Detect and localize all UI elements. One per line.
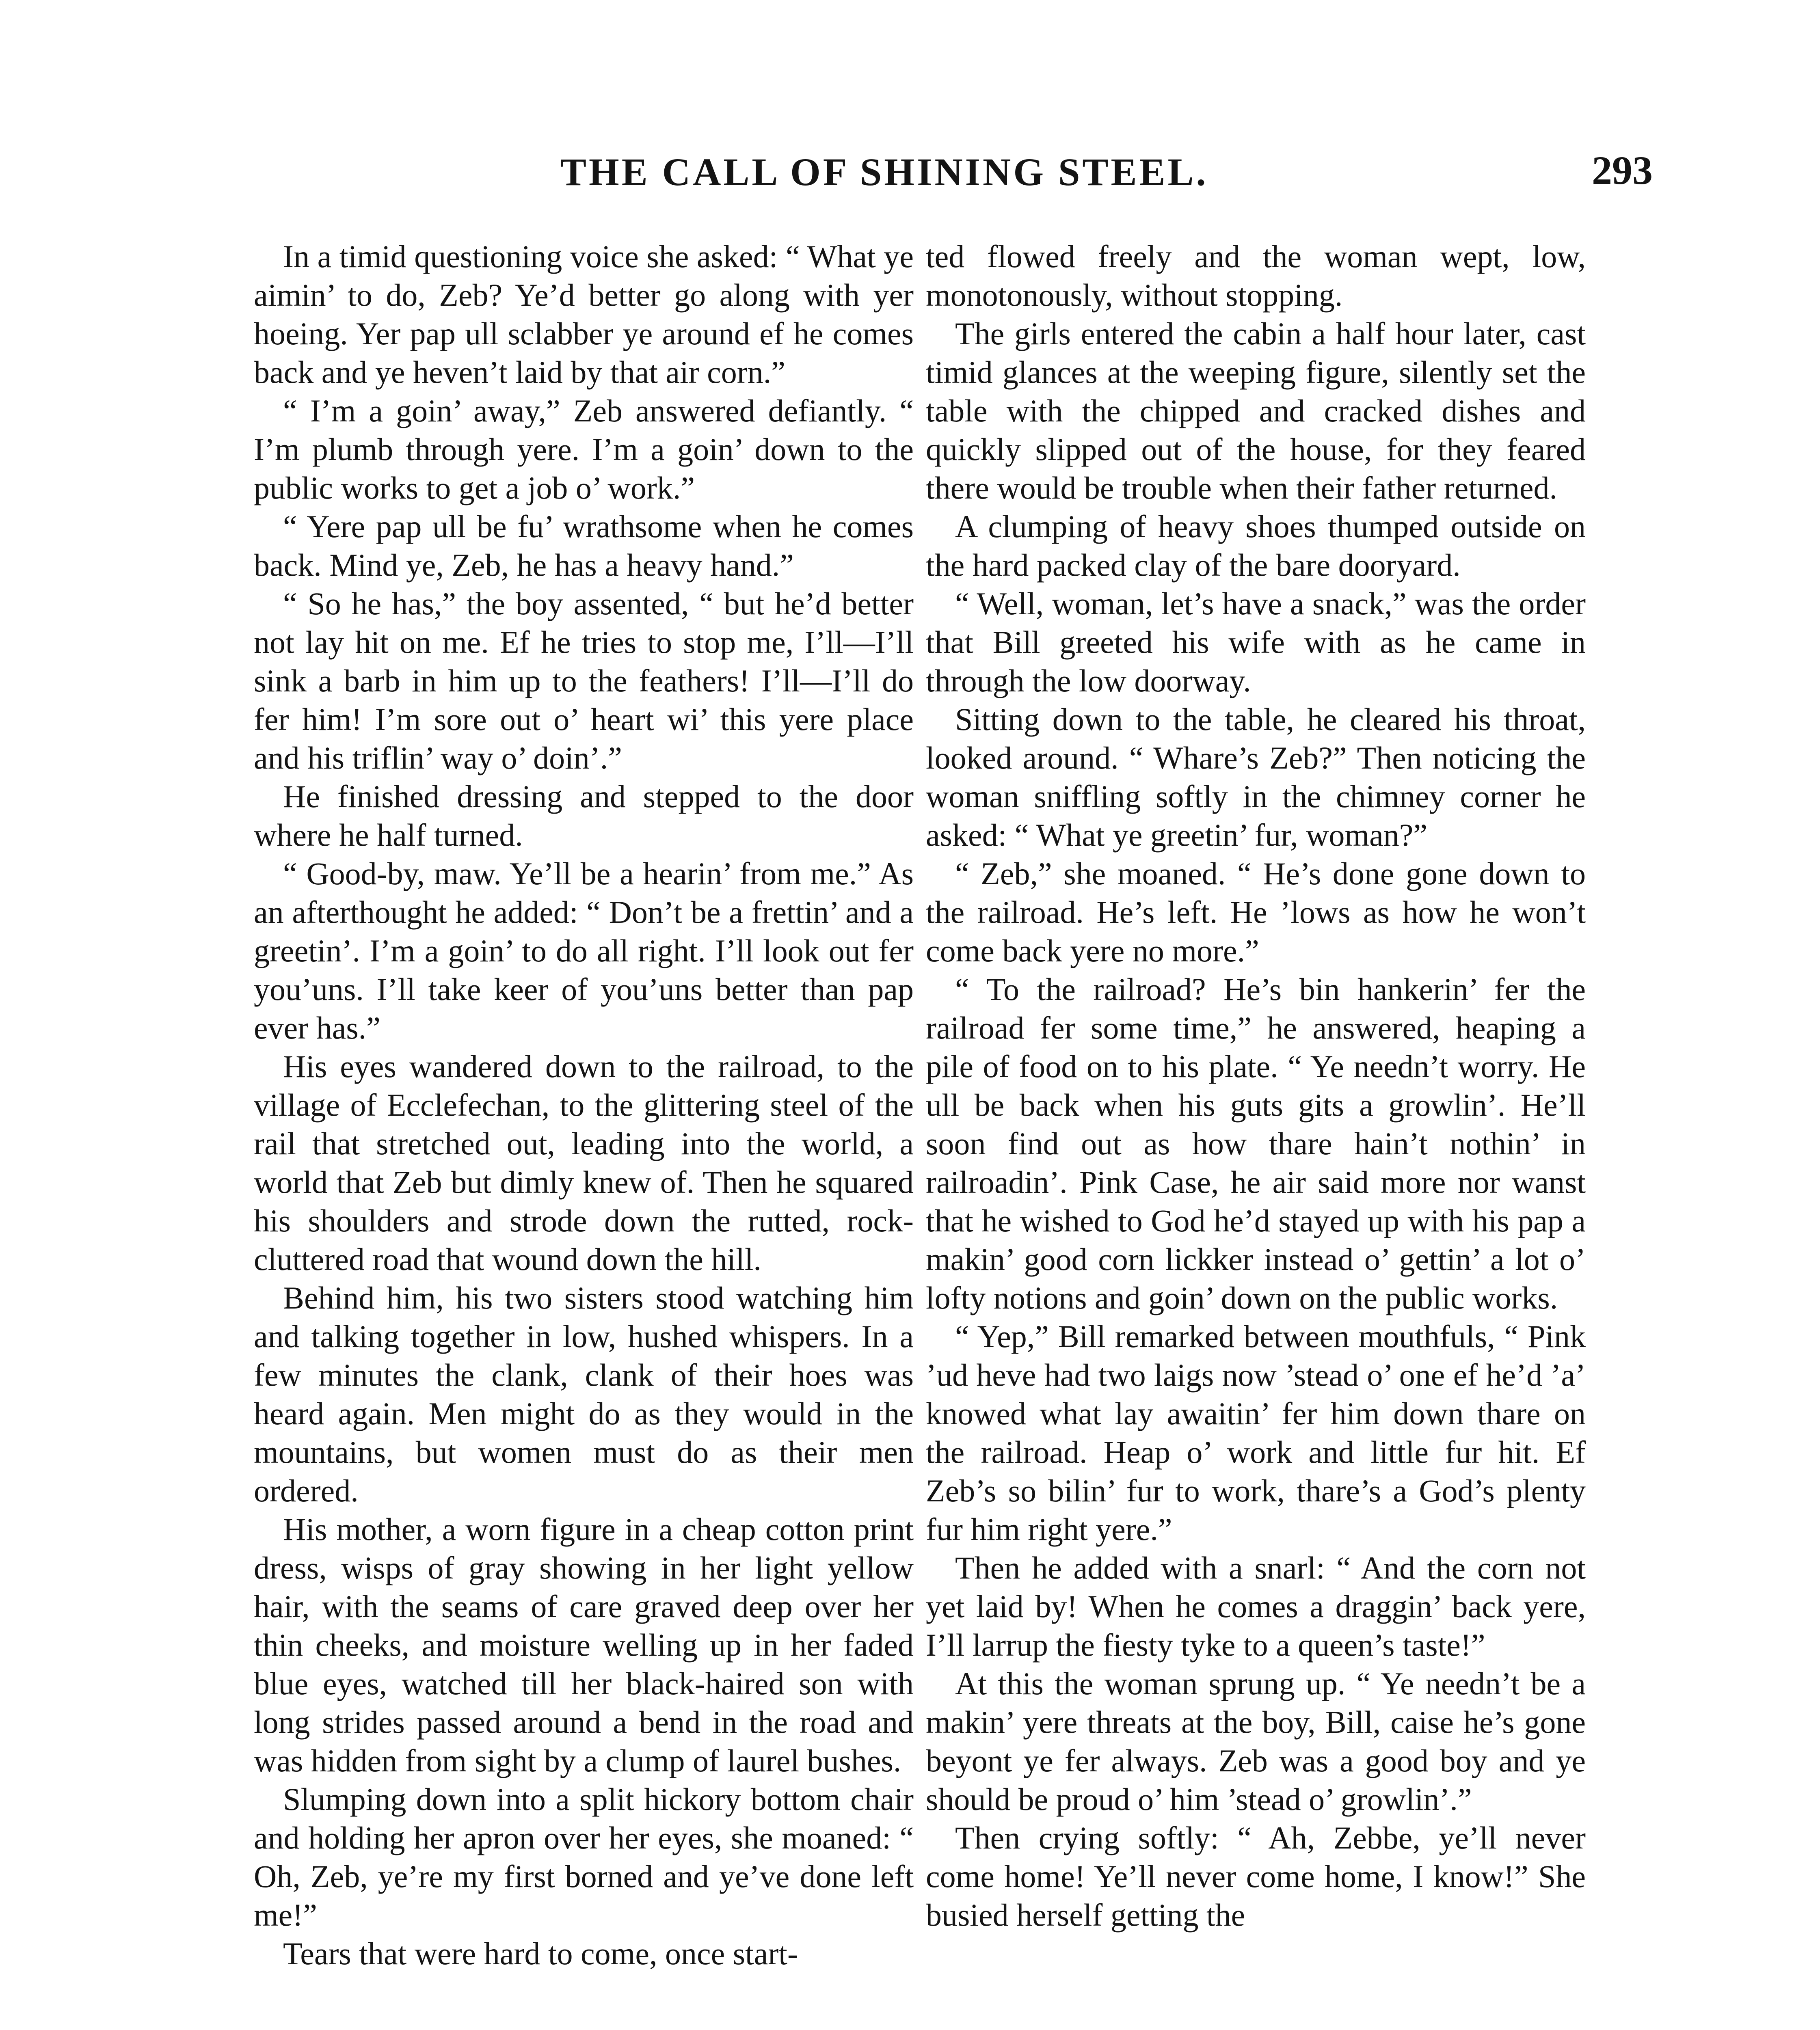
paragraph: In a timid questioning voice she asked: “ What ye aimin’ to do, Zeb? Ye’d better go along with yer hoeing. Yer pap ull sclabber ye around ef he comes back and ye heven’t laid by that air corn.” <box>254 239 914 390</box>
paragraph: He finished dressing and stepped to the door where he half turned. <box>254 779 914 853</box>
paragraph: A clumping of heavy shoes thumped outside on the hard packed clay of the bare dooryard. <box>926 509 1586 583</box>
paragraph: The girls entered the cabin a half hour later, cast timid glances at the weeping figure, silently set the table with the chipped and cracked dishes and quickly slipped out of the house, for they feared there would be trouble when their father returned. <box>926 316 1586 505</box>
paragraph: “ Good-by, maw. Ye’ll be a hearin’ from me.” As an afterthought he added: “ Don’t be a frettin’ and a greetin’. I’m a goin’ to do all right. I’ll look out fer you’uns. I’ll take keer of you’uns better than pap ever has.” <box>254 856 914 1045</box>
paragraph: “ Yep,” Bill remarked between mouthfuls, “ Pink ’ud heve had two laigs now ’stead o’ one ef he’d ’a’ knowed what lay awaitin’ fer him down thare on the railroad. Heap o’ work and little fur hit. Ef Zeb’s so bilin’ fur to work, thare’s a God’s plenty fur him right yere.” <box>926 1319 1586 1547</box>
paragraph: “ To the railroad? He’s bin hankerin’ fer the railroad fer some time,” he answered, heaping a pile of food on to his plate. “ Ye needn’t worry. He ull be back when his guts gits a growlin’. He’ll soon find out as how thare hain’t nothin’ in railroadin’. Pink Case, he air said more nor wanst that he wished to God he’d stayed up with his pap a makin’ good corn lickker instead o’ gettin’ a lot o’ lofty notions and goin’ down on the public works. <box>926 972 1586 1315</box>
right-column <box>926 237 1586 1934</box>
paragraph: “ Well, woman, let’s have a snack,” was the order that Bill greeted his wife with as he came in through the low doorway. <box>926 586 1586 698</box>
paragraph: Slumping down into a split hickory bottom chair and holding her apron over her eyes, she moaned: “ Oh, Zeb, ye’re my first borned and ye’ve done left me!” <box>254 1782 914 1933</box>
left-column <box>254 237 914 1973</box>
paragraph: Then he added with a snarl: “ And the corn not yet laid by! When he comes a draggin’ back yere, I’ll larrup the fiesty tyke to a queen’s taste!” <box>926 1550 1586 1663</box>
paragraph: At this the woman sprung up. “ Ye needn’t be a makin’ yere threats at the boy, Bill, caise he’s gone beyont ye fer always. Zeb was a good boy and ye should be proud o’ him ’stead o’ growlin’.” <box>926 1666 1586 1817</box>
paragraph: Then crying softly: “ Ah, Zebbe, ye’ll never come home! Ye’ll never come home, I know!” She busied herself getting the <box>926 1820 1586 1933</box>
paragraph: His mother, a worn figure in a cheap cotton print dress, wisps of gray showing in her light yellow hair, with the seams of care graved deep over her thin cheeks, and moisture welling up in her faded blue eyes, watched till her black-haired son with long strides passed around a bend in the road and was hidden from sight by a clump of laurel bushes. <box>254 1512 914 1778</box>
running-title: THE CALL OF SHINING STEEL. <box>560 150 1208 194</box>
paragraph: “ Yere pap ull be fu’ wrathsome when he comes back. Mind ye, Zeb, he has a heavy hand.” <box>254 509 914 583</box>
page-number: 293 <box>1592 148 1653 193</box>
continued-paragraph: ted flowed freely and the woman wept, low, monotonously, without stopping. <box>926 239 1586 313</box>
paragraph: “ I’m a goin’ away,” Zeb answered defiantly. “ I’m plumb through yere. I’m a goin’ down to the public works to get a job o’ work.” <box>254 393 914 505</box>
paragraph: Sitting down to the table, he cleared his throat, looked around. “ Whare’s Zeb?” Then noticing the woman sniffling softly in the chimney corner he asked: “ What ye greetin’ fur, woman?” <box>926 702 1586 853</box>
paragraph: “ So he has,” the boy assented, “ but he’d better not lay hit on me. Ef he tries to stop me, I’ll—I’ll sink a barb in him up to the feathers! I’ll—I’ll do fer him! I’m sore out o’ heart wi’ this yere place and his triflin’ way o’ doin’.” <box>254 586 914 775</box>
paragraph: Behind him, his two sisters stood watching him and talking together in low, hushed whispers. In a few minutes the clank, clank of their hoes was heard again. Men might do as they would in the mountains, but women must do as their men ordered. <box>254 1280 914 1508</box>
paragraph: His eyes wandered down to the railroad, to the village of Ecclefechan, to the glittering steel of the rail that stretched out, leading into the world, a world that Zeb but dimly knew of. Then he squared his shoulders and strode down the rutted, rock-cluttered road that wound down the hill. <box>254 1049 914 1277</box>
paragraph: “ Zeb,” she moaned. “ He’s done gone down to the railroad. He’s left. He ’lows as how he won’t come back yere no more.” <box>926 856 1586 968</box>
paragraph: Tears that were hard to come, once start- <box>283 1936 798 1971</box>
